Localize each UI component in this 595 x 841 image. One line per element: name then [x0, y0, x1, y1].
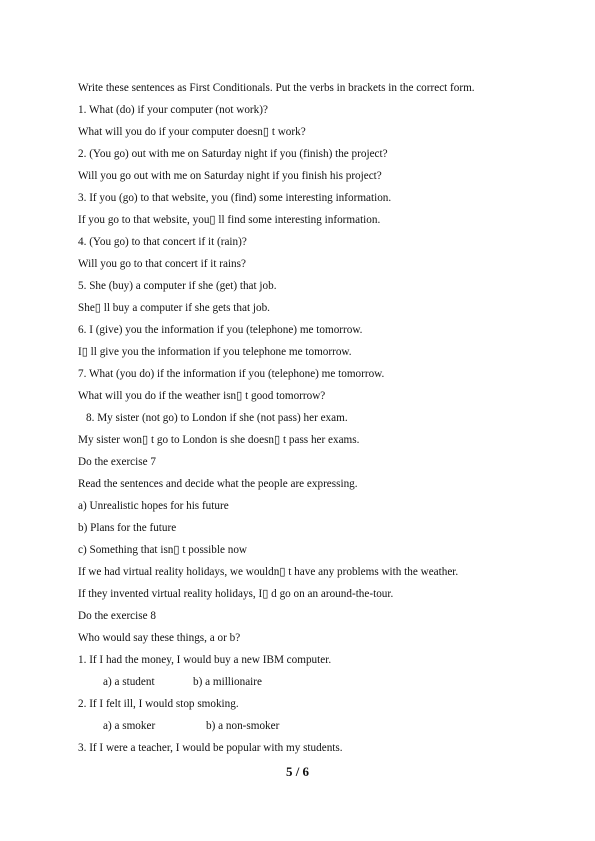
- ex8-question-1: 1. If I had the money, I would buy a new IBM computer.: [78, 654, 332, 666]
- exercise-7-heading: Do the exercise 7: [78, 456, 156, 468]
- answer-2: Will you go out with me on Saturday night if you finish his project?: [78, 170, 382, 182]
- answer-6: I▯ ll give you the information if you telephone me tomorrow.: [78, 346, 352, 358]
- exercise-8-heading: Do the exercise 8: [78, 610, 156, 622]
- question-5: 5. She (buy) a computer if she (get) that job.: [78, 280, 277, 292]
- answer-1: What will you do if your computer doesn▯ t work?: [78, 126, 306, 138]
- answer-5: She▯ ll buy a computer if she gets that job.: [78, 302, 270, 314]
- ex8-q2-option-b: b) a non-smoker: [206, 720, 280, 732]
- answer-3: If you go to that website, you▯ ll find some interesting information.: [78, 214, 381, 226]
- ex8-question-3: 3. If I were a teacher, I would be popular with my students.: [78, 742, 343, 754]
- question-7: 7. What (you do) if the information if you (telephone) me tomorrow.: [78, 368, 385, 380]
- instructions: Write these sentences as First Conditionals. Put the verbs in brackets in the correct form.: [78, 82, 475, 94]
- question-2: 2. (You go) out with me on Saturday night if you (finish) the project?: [78, 148, 388, 160]
- sentence-virtual-2: If they invented virtual reality holidays, I▯ d go on an around-the-tour.: [78, 588, 394, 600]
- ex8-q1-option-a: a) a student: [103, 676, 155, 688]
- answer-4: Will you go to that concert if it rains?: [78, 258, 246, 270]
- choice-a: a) Unrealistic hopes for his future: [78, 500, 229, 512]
- exercise-7-instructions: Read the sentences and decide what the people are expressing.: [78, 478, 358, 490]
- ex8-question-2: 2. If I felt ill, I would stop smoking.: [78, 698, 239, 710]
- choice-c: c) Something that isn▯ t possible now: [78, 544, 247, 556]
- answer-8: My sister won▯ t go to London is she doesn▯ t pass her exams.: [78, 434, 360, 446]
- choice-b: b) Plans for the future: [78, 522, 177, 534]
- question-4: 4. (You go) to that concert if it (rain)?: [78, 236, 247, 248]
- question-3: 3. If you (go) to that website, you (find) some interesting information.: [78, 192, 392, 204]
- exercise-8-instructions: Who would say these things, a or b?: [78, 632, 241, 644]
- ex8-q2-option-a: a) a smoker: [103, 720, 156, 732]
- answer-7: What will you do if the weather isn▯ t good tomorrow?: [78, 390, 326, 402]
- question-1: 1. What (do) if your computer (not work)?: [78, 104, 268, 116]
- ex8-q1-option-b: b) a millionaire: [193, 676, 262, 688]
- question-8: 8. My sister (not go) to London if she (not pass) her exam.: [86, 412, 348, 424]
- page-number: 5 / 6: [285, 764, 310, 779]
- question-6: 6. I (give) you the information if you (telephone) me tomorrow.: [78, 324, 363, 336]
- sentence-virtual-1: If we had virtual reality holidays, we wouldn▯ t have any problems with the weather.: [78, 566, 459, 578]
